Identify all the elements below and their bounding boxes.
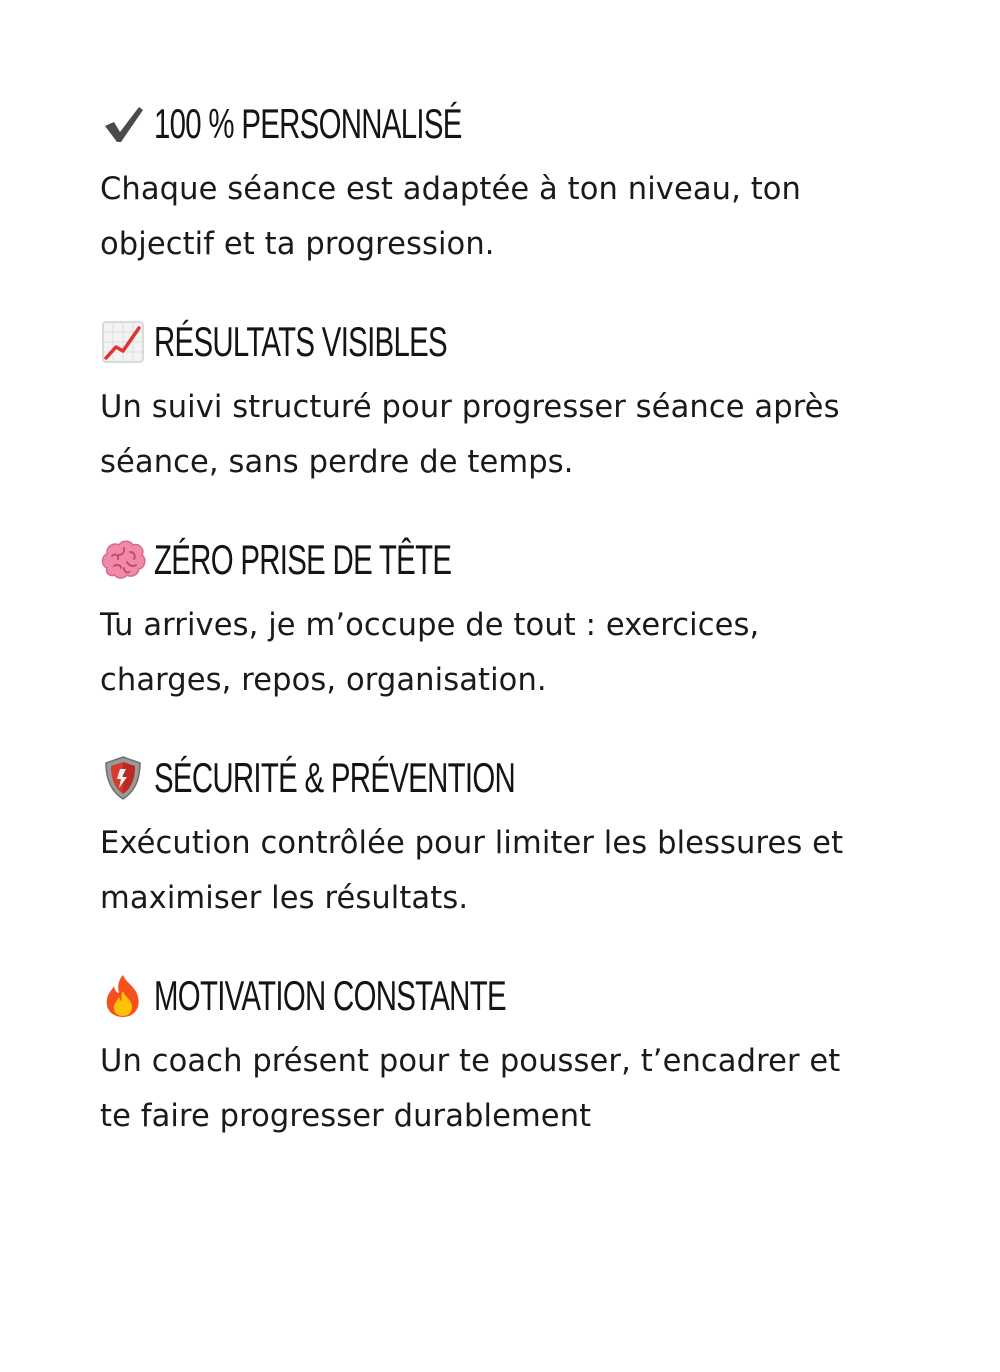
check-mark-icon bbox=[100, 101, 146, 147]
brain-icon bbox=[100, 537, 146, 583]
feature-resultats bbox=[100, 312, 950, 490]
feature-title: SÉCURITÉ & PRÉVENTION bbox=[154, 754, 516, 801]
description-line: te faire progresser durablement bbox=[100, 1098, 592, 1134]
feature-title: RÉSULTATS VISIBLES bbox=[154, 318, 447, 365]
feature-motivation bbox=[100, 966, 950, 1144]
description-line: objectif et ta progression. bbox=[100, 226, 495, 262]
feature-title: 100 % PERSONNALISÉ bbox=[154, 100, 462, 147]
feature-header bbox=[100, 94, 950, 154]
feature-header bbox=[100, 748, 950, 808]
description-line: Un suivi structuré pour progresser séance après bbox=[100, 389, 840, 425]
description-line: Tu arrives, je m’occupe de tout : exercices, bbox=[100, 607, 760, 643]
chart-increasing-icon bbox=[100, 319, 146, 365]
feature-personnalise bbox=[100, 94, 950, 272]
feature-securite bbox=[100, 748, 950, 926]
feature-description bbox=[100, 816, 937, 926]
feature-description bbox=[100, 162, 937, 272]
feature-title: ZÉRO PRISE DE TÊTE bbox=[154, 536, 452, 583]
feature-description bbox=[100, 1034, 937, 1144]
feature-description bbox=[100, 598, 937, 708]
description-line: charges, repos, organisation. bbox=[100, 662, 547, 698]
feature-header bbox=[100, 966, 950, 1026]
description-line: Un coach présent pour te pousser, t’encadrer et bbox=[100, 1043, 841, 1079]
features-list bbox=[100, 94, 950, 1184]
fire-icon bbox=[100, 973, 146, 1019]
description-line: maximiser les résultats. bbox=[100, 880, 469, 916]
feature-title: MOTIVATION CONSTANTE bbox=[154, 972, 506, 1019]
feature-zero-prise-de-tete bbox=[100, 530, 950, 708]
feature-description bbox=[100, 380, 937, 490]
shield-icon bbox=[100, 755, 146, 801]
feature-header bbox=[100, 312, 950, 372]
feature-header bbox=[100, 530, 950, 590]
description-line: séance, sans perdre de temps. bbox=[100, 444, 574, 480]
description-line: Chaque séance est adaptée à ton niveau, ton bbox=[100, 171, 802, 207]
description-line: Exécution contrôlée pour limiter les blessures et bbox=[100, 825, 844, 861]
